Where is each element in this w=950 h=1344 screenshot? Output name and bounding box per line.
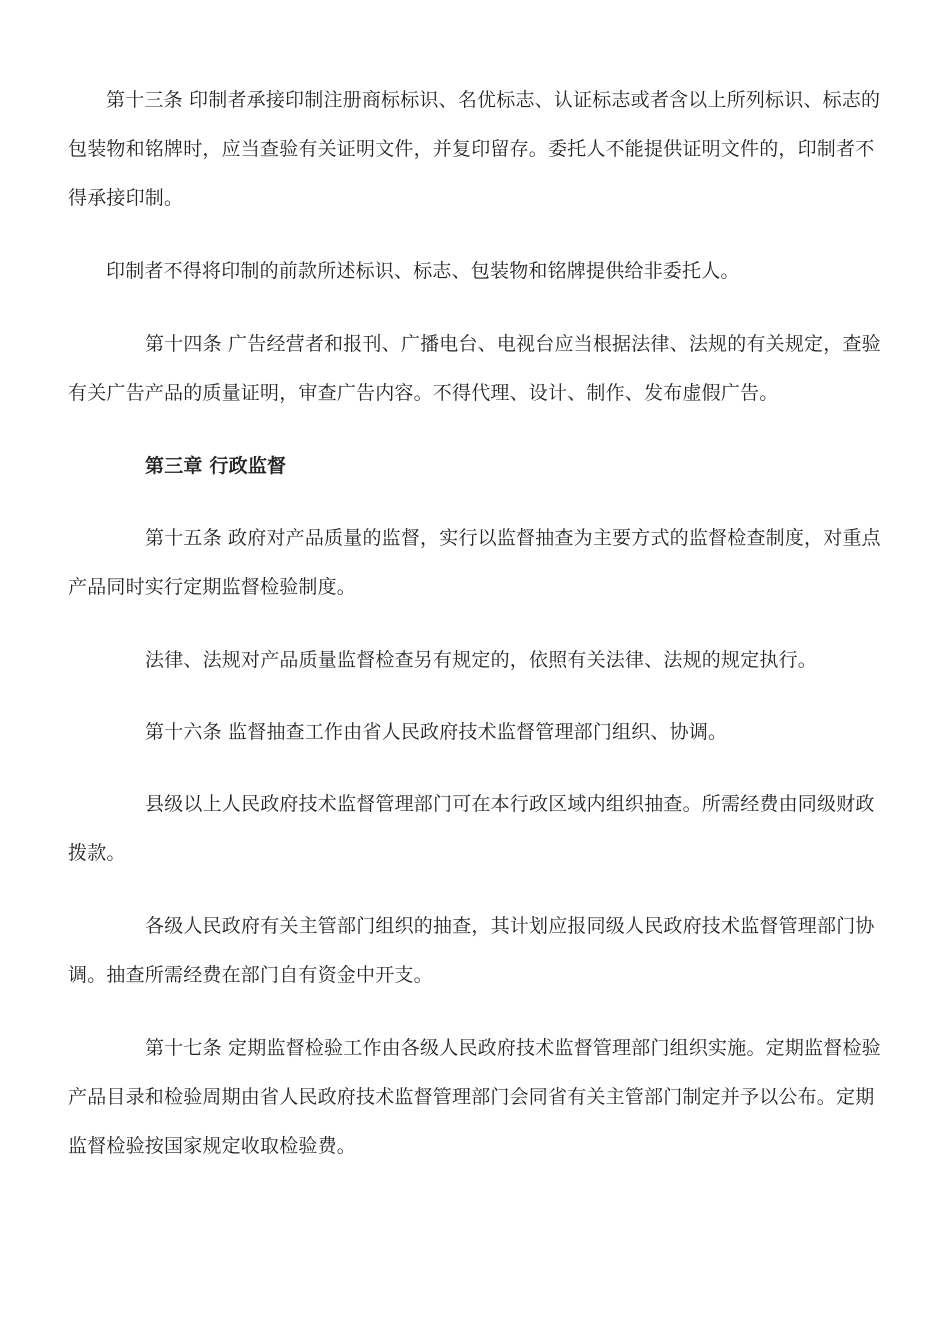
article-16-third-paragraph: 各级人民政府有关主管部门组织的抽查，其计划应报同级人民政府技术监督管理部门协调。抽查所需经费在部门自有资金中开支。	[68, 915, 875, 986]
article-13-paragraph: 第十三条 印制者承接印制注册商标标识、名优标志、认证标志或者含以上所列标识、标志的包装物和铭牌时，应当查验有关证明文件，并复印留存。委托人不能提供证明文件的，印制者不得承接印制。	[68, 89, 881, 209]
article-15-second-paragraph: 法律、法规对产品质量监督检查另有规定的，依照有关法律、法规的规定执行。	[145, 649, 818, 671]
chapter-3-heading: 第三章 行政监督	[145, 455, 287, 477]
article-17-paragraph: 第十七条 定期监督检验工作由各级人民政府技术监督管理部门组织实施。定期监督检验产品目录和检验周期由省人民政府技术监督管理部门会同省有关主管部门制定并予以公布。定期监督检验按国家规定收取检验费。	[68, 1037, 881, 1157]
article-14-paragraph: 第十四条 广告经营者和报刊、广播电台、电视台应当根据法律、法规的有关规定，查验有关广告产品的质量证明，审查广告内容。不得代理、设计、制作、发布虚假广告。	[68, 333, 881, 404]
article-13-second-paragraph: 印制者不得将印制的前款所述标识、标志、包装物和铭牌提供给非委托人。	[106, 260, 740, 282]
article-15-paragraph: 第十五条 政府对产品质量的监督，实行以监督抽查为主要方式的监督检查制度，对重点产品同时实行定期监督检验制度。	[68, 527, 881, 598]
article-16-paragraph: 第十六条 监督抽查工作由省人民政府技术监督管理部门组织、协调。	[145, 721, 728, 743]
article-16-second-paragraph: 县级以上人民政府技术监督管理部门可在本行政区域内组织抽查。所需经费由同级财政拨款。	[68, 793, 875, 864]
